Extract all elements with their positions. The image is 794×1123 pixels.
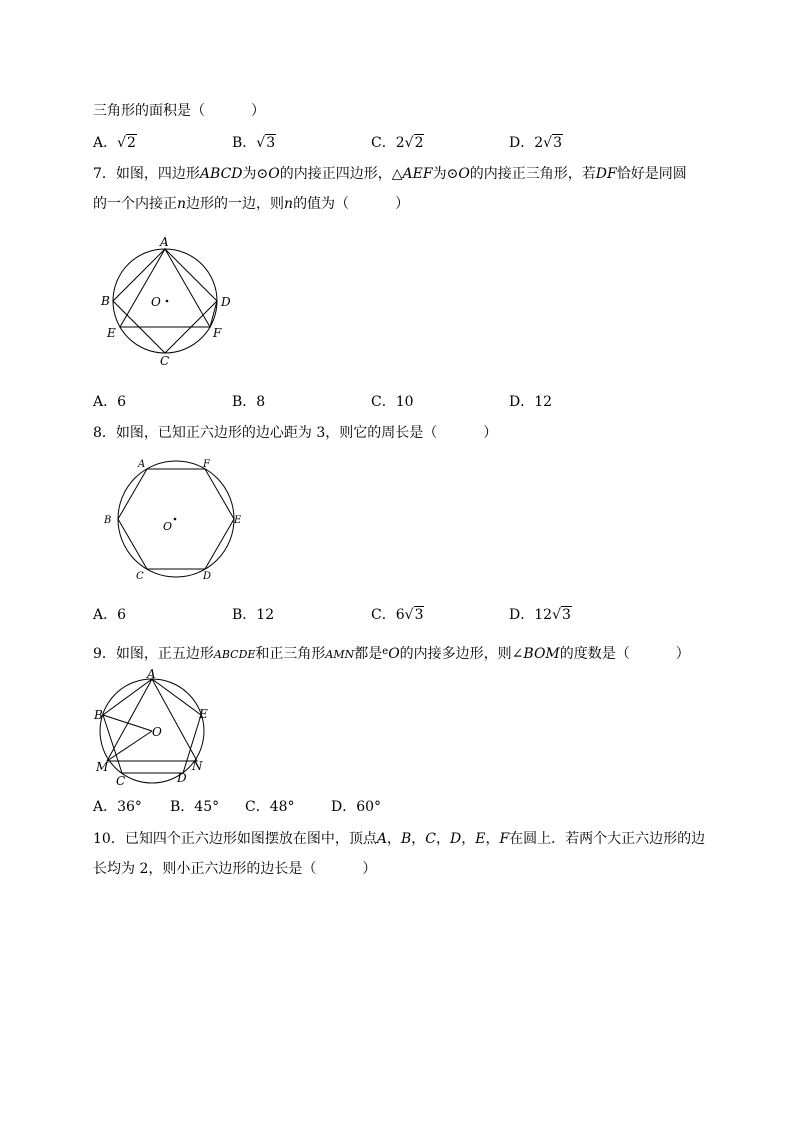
q10-stem-line1: 10．已知四个正六边形如图摆放在图中，顶点A，B，C，D，E，F在圆上．若两个大正六边形的边 [93, 831, 706, 847]
q8-figure [100, 455, 250, 585]
q7-label-f: F [213, 326, 222, 340]
q8-label-a: A [138, 459, 146, 470]
q7-triangle [120, 249, 210, 327]
q6-option-d[interactable]: D．2√3 [509, 135, 562, 151]
q7-label-e: E [107, 326, 116, 340]
q8-label-c: C [136, 571, 144, 582]
q8-option-c[interactable]: C．6√3 [371, 607, 424, 623]
q7-option-a[interactable]: A．6 [93, 394, 127, 410]
q9-label-c: C [116, 774, 126, 788]
q10-stem-line2: 长均为 2，则小正六边形的边长是（ ） [93, 861, 377, 877]
q7-option-d[interactable]: D．12 [509, 394, 553, 410]
q9-label-a: A [147, 667, 156, 681]
q8-stem: 8．如图，已知正六边形的边心距为 3，则它的周长是（ ） [93, 425, 498, 441]
q7-center-dot [166, 300, 169, 303]
q9-option-b[interactable]: B．45° [170, 799, 220, 815]
q9-option-a[interactable]: A．36° [93, 799, 142, 815]
q9-label-n: N [192, 759, 203, 773]
q7-label-c: C [160, 354, 170, 368]
q7-square [113, 249, 217, 353]
q7-stem-line2: 的一个内接正n边形的一边，则n的值为（ ） [93, 196, 410, 212]
q6-text: 三角形的面积是（ [93, 103, 205, 119]
q7-circle [113, 249, 217, 353]
q9-label-m: M [96, 760, 109, 774]
q8-center-dot [174, 518, 177, 521]
q7-stem-line1: 7．如图，四边形ABCD为⊙O的内接正四边形，△AEF为⊙O的内接正三角形，若DF恰好是同圆 [93, 166, 687, 182]
q9-segment-ob [103, 715, 152, 731]
q8-label-d: D [203, 571, 212, 582]
q7-label-b: B [101, 294, 110, 308]
q7-label-a: A [160, 235, 169, 249]
q6-option-a[interactable]: A．√2 [93, 135, 136, 151]
q7-label-d: D [221, 295, 231, 309]
q8-option-d[interactable]: D．12√3 [509, 607, 571, 623]
q9-figure [94, 667, 220, 788]
q9-triangle [107, 679, 197, 761]
q9-option-c[interactable]: C．48° [245, 799, 295, 815]
q9-segment-om [107, 731, 152, 761]
q8-option-a[interactable]: A．6 [93, 607, 127, 623]
q9-option-d[interactable]: D．60° [331, 799, 382, 815]
q9-label-b: B [94, 708, 103, 722]
q7-option-b[interactable]: B．8 [232, 394, 266, 410]
q8-label-e: E [234, 515, 242, 526]
q9-stem: 9．如图，正五边形ABCDE和正三角形AMN都是$^e$O的内接多边形，则∠BOM的度数是（ ） [93, 646, 690, 662]
q7-option-c[interactable]: C．10 [371, 394, 414, 410]
q6-option-c[interactable]: C．2√2 [371, 135, 424, 151]
q9-label-d: D [177, 771, 187, 785]
q8-label-f: F [203, 459, 210, 470]
q6-option-b[interactable]: B．√3 [232, 135, 276, 151]
q8-label-b: B [104, 515, 112, 526]
q9-label-e: E [199, 707, 208, 721]
q8-option-b[interactable]: B．12 [232, 607, 275, 623]
q7-label-o: O [151, 295, 161, 309]
q7-figure [95, 235, 245, 370]
q6-close-paren: ） [251, 103, 265, 119]
q9-label-o: O [152, 725, 162, 739]
q8-label-o: O [163, 520, 173, 533]
q6-stem-continuation [93, 102, 265, 120]
